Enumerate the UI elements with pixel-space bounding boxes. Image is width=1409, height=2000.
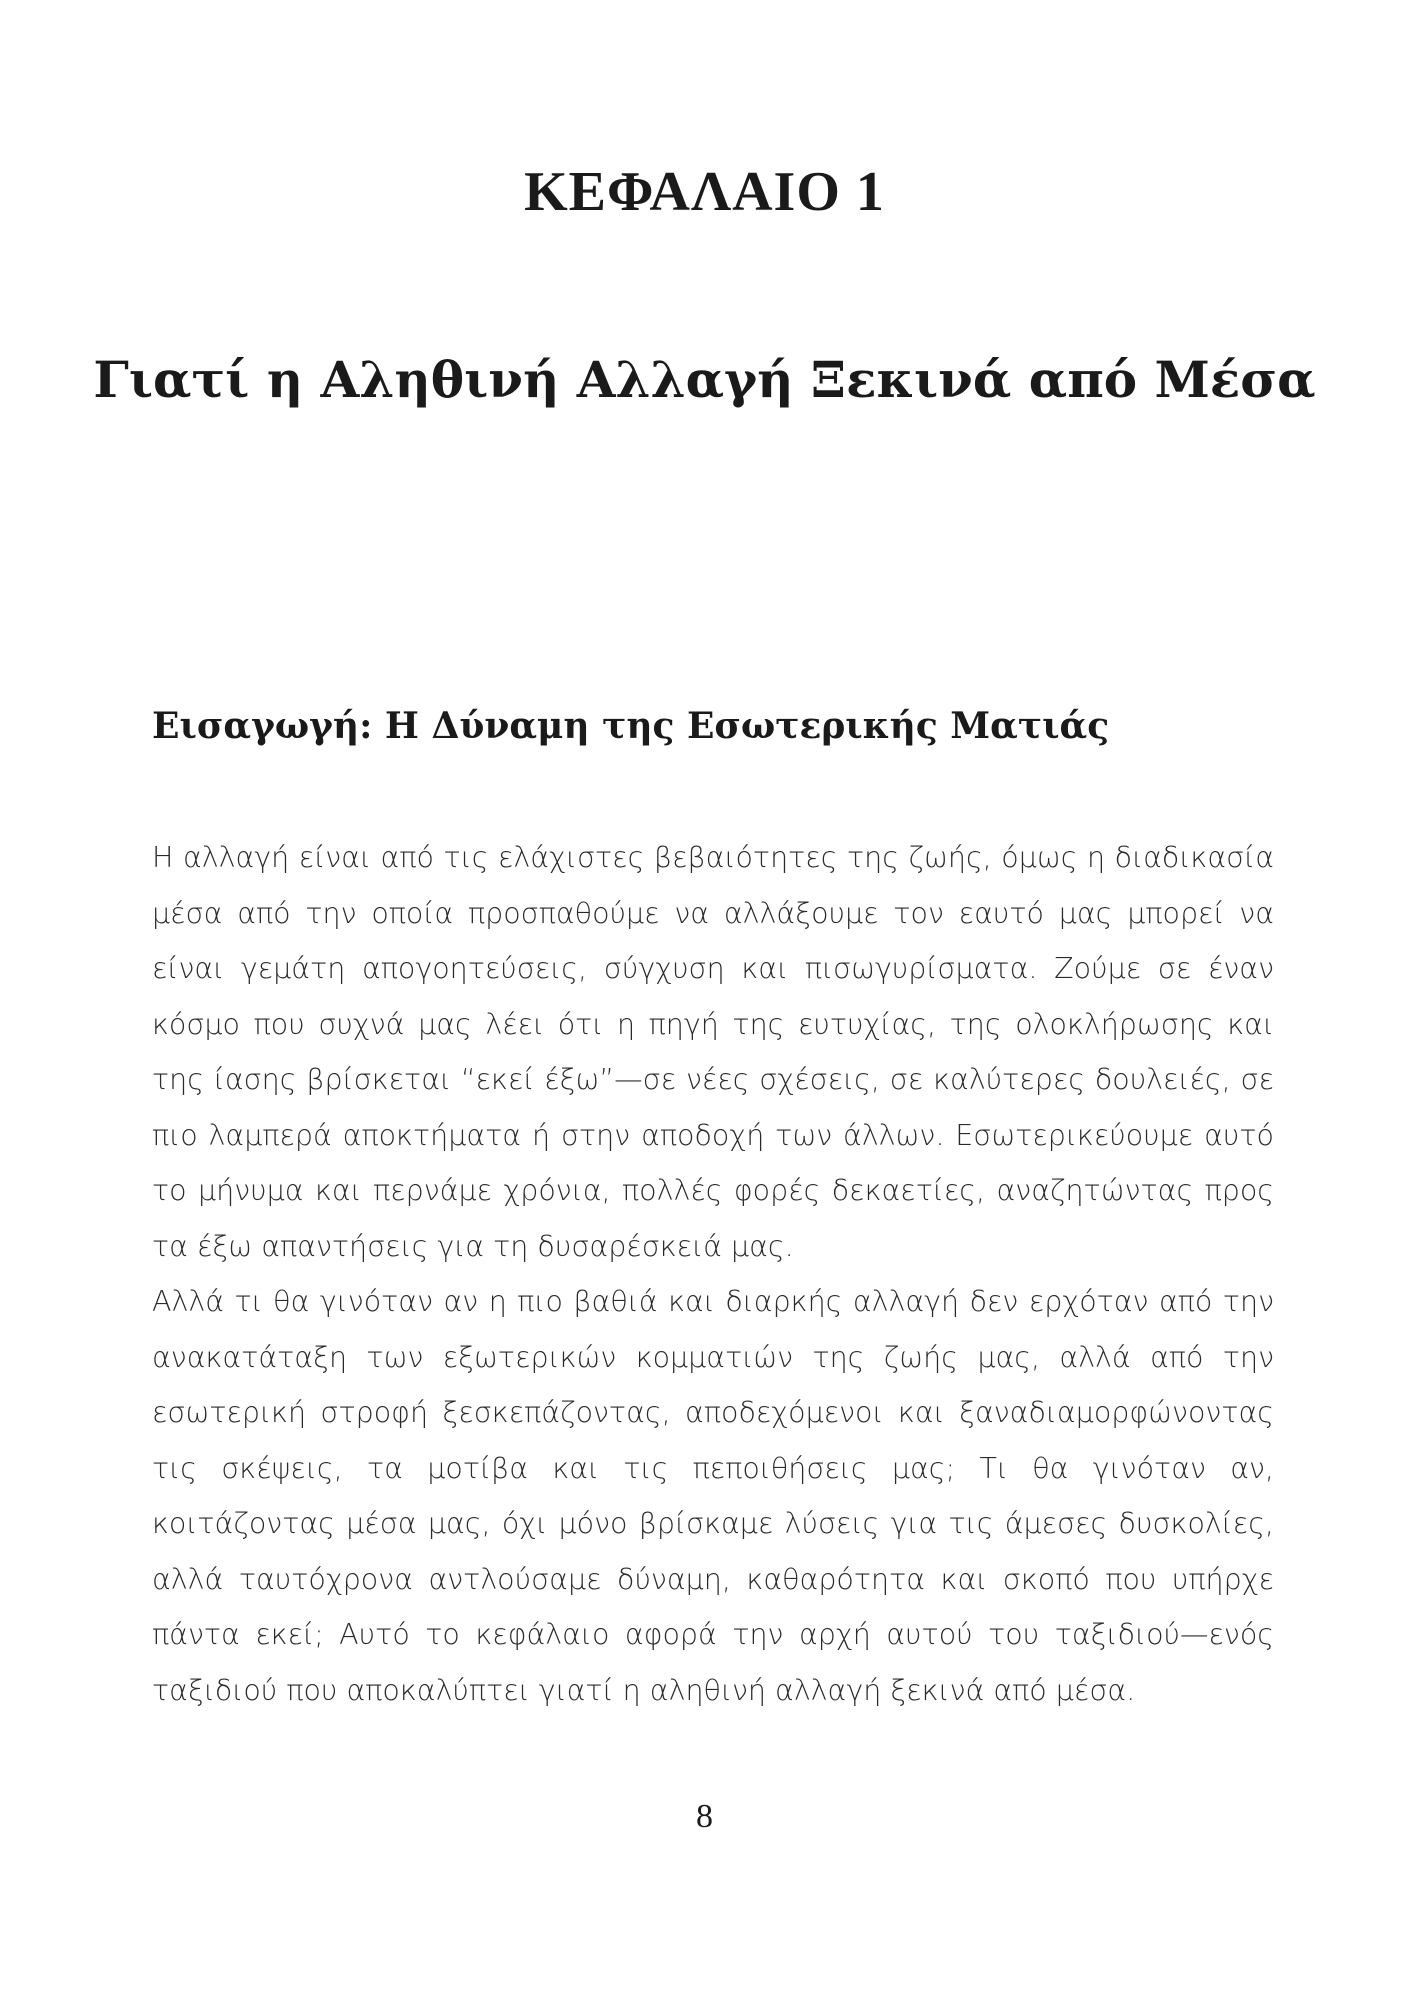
body-text: [152, 830, 1274, 1718]
page-number: 8: [696, 1798, 713, 1835]
chapter-title: Γιατί η Αληθινή Αλλαγή Ξεκινά από Μέσα: [93, 350, 1316, 409]
section-heading: Εισαγωγή: Η Δύναμη της Εσωτερικής Ματιάς: [152, 705, 1110, 747]
chapter-number: ΚΕΦΑΛΑΙΟ 1: [524, 161, 885, 223]
paragraph: Αλλά τι θα γινόταν αν η πιο βαθιά και διαρκής αλλαγή δεν ερχόταν από την ανακατάταξη των εξωτερικών κομματιών της ζωής μας, αλλά από την εσωτερική στροφή ξεσκεπάζοντας, αποδεχόμενοι και ξαναδιαμορφώνοντας τις σκέψεις, τα μοτίβα και τις πεποιθήσεις μας; Τι θα γινόταν αν, κοιτάζοντας μέσα μας, όχι μόνο βρίσκαμε λύσεις για τις άμεσες δυσκολίες, αλλά ταυτόχρονα αντλούσαμε δύναμη, καθαρότητα και σκοπό που υπήρχε πάντα εκεί; Αυτό το κεφάλαιο αφορά την αρχή αυτού του ταξιδιού—ενός ταξιδιού που αποκαλύπτει γιατί η αληθινή αλλαγή ξεκινά από μέσα.: [152, 1285, 1274, 1707]
paragraph: Η αλλαγή είναι από τις ελάχιστες βεβαιότητες της ζωής, όμως η διαδικασία μέσα από την οποία προσπαθούμε να αλλάξουμε τον εαυτό μας μπορεί να είναι γεμάτη απογοητεύσεις, σύγχυση και πισωγυρίσματα. Ζούμε σε έναν κόσμο που συχνά μας λέει ότι η πηγή της ευτυχίας, της ολοκλήρωσης και της ίασης βρίσκεται “εκεί έξω”—σε νέες σχέσεις, σε καλύτερες δουλειές, σε πιο λαμπερά αποκτήματα ή στην αποδοχή των άλλων. Εσωτερικεύουμε αυτό το μήνυμα και περνάμε χρόνια, πολλές φορές δεκαετίες, αναζητώντας προς τα έξω απαντήσεις για τη δυσαρέσκειά μας.: [152, 841, 1274, 1263]
